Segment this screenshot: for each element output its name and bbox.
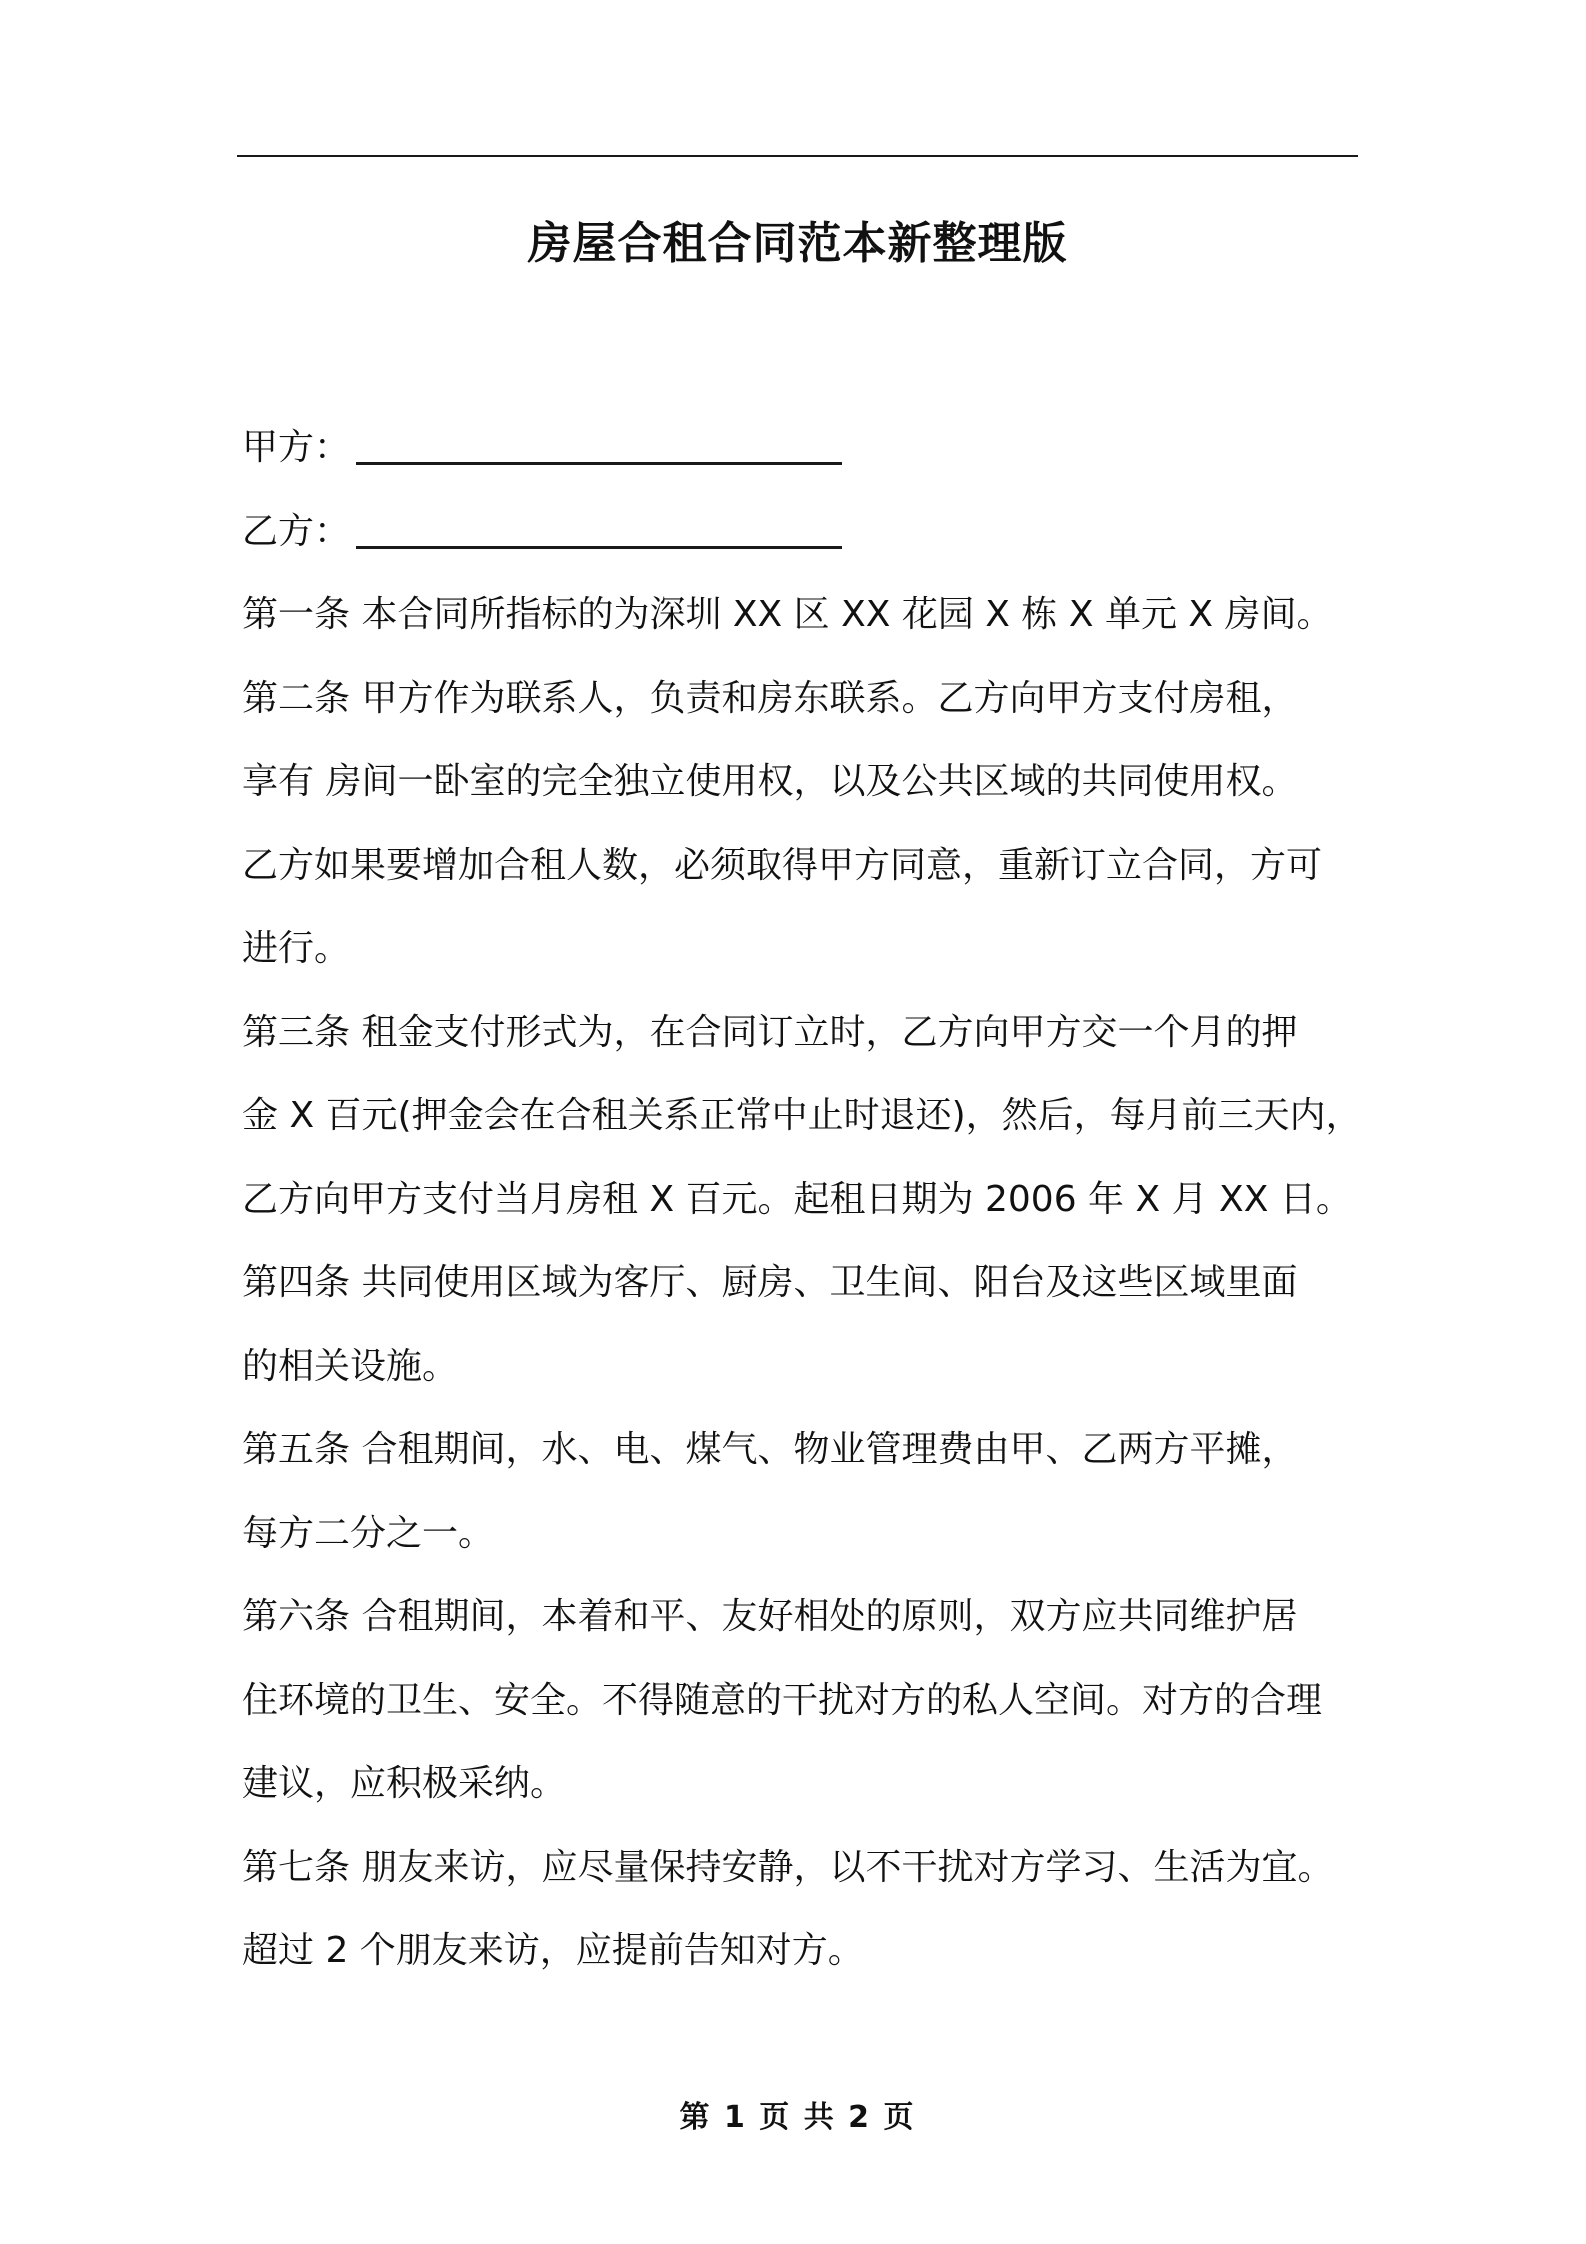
page-indicator: 第 1 页 共 2 页 [679,2100,916,2135]
party-a-line [242,406,1372,490]
party-a-blank [356,462,842,465]
text-line: 进行。 [242,928,351,969]
text-line: 享有 房间一卧室的完全独立使用权，以及公共区域的共同使用权。 [242,761,1298,802]
text-line: 每方二分之一。 [242,1512,495,1554]
text-line: 第四条 共同使用区域为客厅、厨房、卫生间、阳台及这些区域里面 [242,1262,1298,1303]
contract-body [242,406,1372,1993]
party-a-label: 甲方： [242,427,351,468]
text-line: 第五条 合租期间，水、电、煤气、物业管理费由甲、乙两方平摊， [242,1429,1298,1470]
text-line: 第七条 朋友来访，应尽量保持安静，以不干扰对方学习、生活为宜。 [242,1846,1334,1888]
text-line: 第一条 本合同所指标的为深圳 XX 区 XX 花园 X 栋 X 单元 X 房间。 [242,594,1333,635]
text-line: 超过 2 个朋友来访，应提前告知对方。 [242,1930,864,1971]
text-line: 住环境的卫生、安全。不得随意的干扰对方的私人空间。对方的合理 [242,1679,1323,1721]
text-line: 的相关设施。 [242,1345,459,1387]
text-line: 金 X 百元(押金会在合租关系正常中止时退还)，然后，每月前三天内， [242,1095,1362,1136]
text-line: 建议，应积极采纳。 [242,1763,567,1804]
text-line: 第三条 租金支付形式为，在合同订立时，乙方向甲方交一个月的押 [242,1011,1298,1053]
party-b-line [242,490,1372,574]
text-line: 乙方如果要增加合租人数，必须取得甲方同意，重新订立合同，方可 [242,844,1323,886]
document-title: 房屋合租合同范本新整理版 [527,218,1068,269]
text-line: 第二条 甲方作为联系人，负责和房东联系。乙方向甲方支付房租， [242,677,1298,719]
party-b-label: 乙方： [242,510,351,552]
party-b-blank [356,546,842,549]
text-line: 第六条 合租期间，本着和平、友好相处的原则，双方应共同维护居 [242,1596,1298,1637]
header-divider [237,155,1358,157]
text-line: 乙方向甲方支付当月房租 X 百元。起租日期为 2006 年 X 月 XX 日。 [242,1178,1352,1220]
